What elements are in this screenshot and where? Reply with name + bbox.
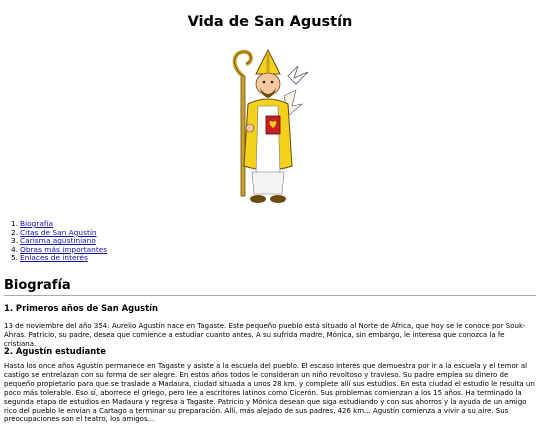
toc-link-biografia[interactable]: Biografía bbox=[20, 219, 54, 228]
subsection-heading-estudiante: 2. Agustín estudiante bbox=[4, 346, 106, 356]
toc-number: 2. bbox=[11, 227, 19, 237]
toc-number: 3. bbox=[11, 236, 19, 246]
subsection-heading-primeros-anos: 1. Primeros años de San Agustín bbox=[4, 303, 158, 313]
toc-link-obras[interactable]: Obras más importantes bbox=[20, 244, 108, 254]
toc-number: 4. bbox=[11, 244, 19, 254]
saint-augustine-illustration bbox=[222, 46, 314, 208]
toc-link-carisma[interactable]: Carisma agustiniano bbox=[20, 236, 96, 246]
divider bbox=[4, 295, 536, 296]
toc-number: 1. bbox=[11, 219, 19, 228]
section-heading-biografia: Biografía bbox=[4, 278, 71, 293]
paragraph-estudiante: Hasta los once años Agustín permanece en Tagaste y asiste a la escuela del pueblo. El escaso interés que demuestra por ir a la escuela y el temor al castigo se entrelazan con su forma de ser alegre. En estos años todos le consideran un niño revoltoso y travieso. Su padre emplea su dinero de pequeño propietario para que se traslade a Madaura, ciudad situada a unos 28 km. y complete allí sus estudios. En esta ciudad el estudio le resulta un poco más tolerable. Eso sí, aborrece el griego, pero lee a escritores latinos como Cicerón. Sus problemas comienzan a los 15 años. Ha terminado la segunda etapa de estudios en Madaura y regresa a Tagaste. Patricio y Mónica desean que siga estudiando y con sus ahorros y la ayuda de un amigo rico del pueblo le envían a Cartago a terminar su preparación. Allí, más alejado de sus padres, 426 km... Agustín comienza a vivir a su aire. Sus preocupaciones son el teatro, los amigos... bbox=[4, 362, 535, 424]
toc-number: 5. bbox=[11, 253, 19, 263]
page-title: Vida de San Agustín bbox=[187, 14, 353, 30]
toc-item-enlaces bbox=[11, 254, 107, 263]
table-of-contents bbox=[11, 220, 107, 263]
paragraph-primeros-anos: 13 de noviembre del año 354: Aurelio Agustín nace en Tagaste. Este pequeño pueblo está situado al Norte de África, que hoy se le conoce por Souk-Ahras. Patricio, su padre, desea que comience a estudiar cuanto antes. A su sufrida madre, Mónica, sin embargo, le interesa que conozca la fe cristiana. bbox=[4, 322, 526, 348]
toc-link-citas[interactable]: Citas de San Agustín bbox=[20, 227, 97, 237]
toc-link-enlaces[interactable]: Enlaces de interés bbox=[20, 253, 88, 263]
